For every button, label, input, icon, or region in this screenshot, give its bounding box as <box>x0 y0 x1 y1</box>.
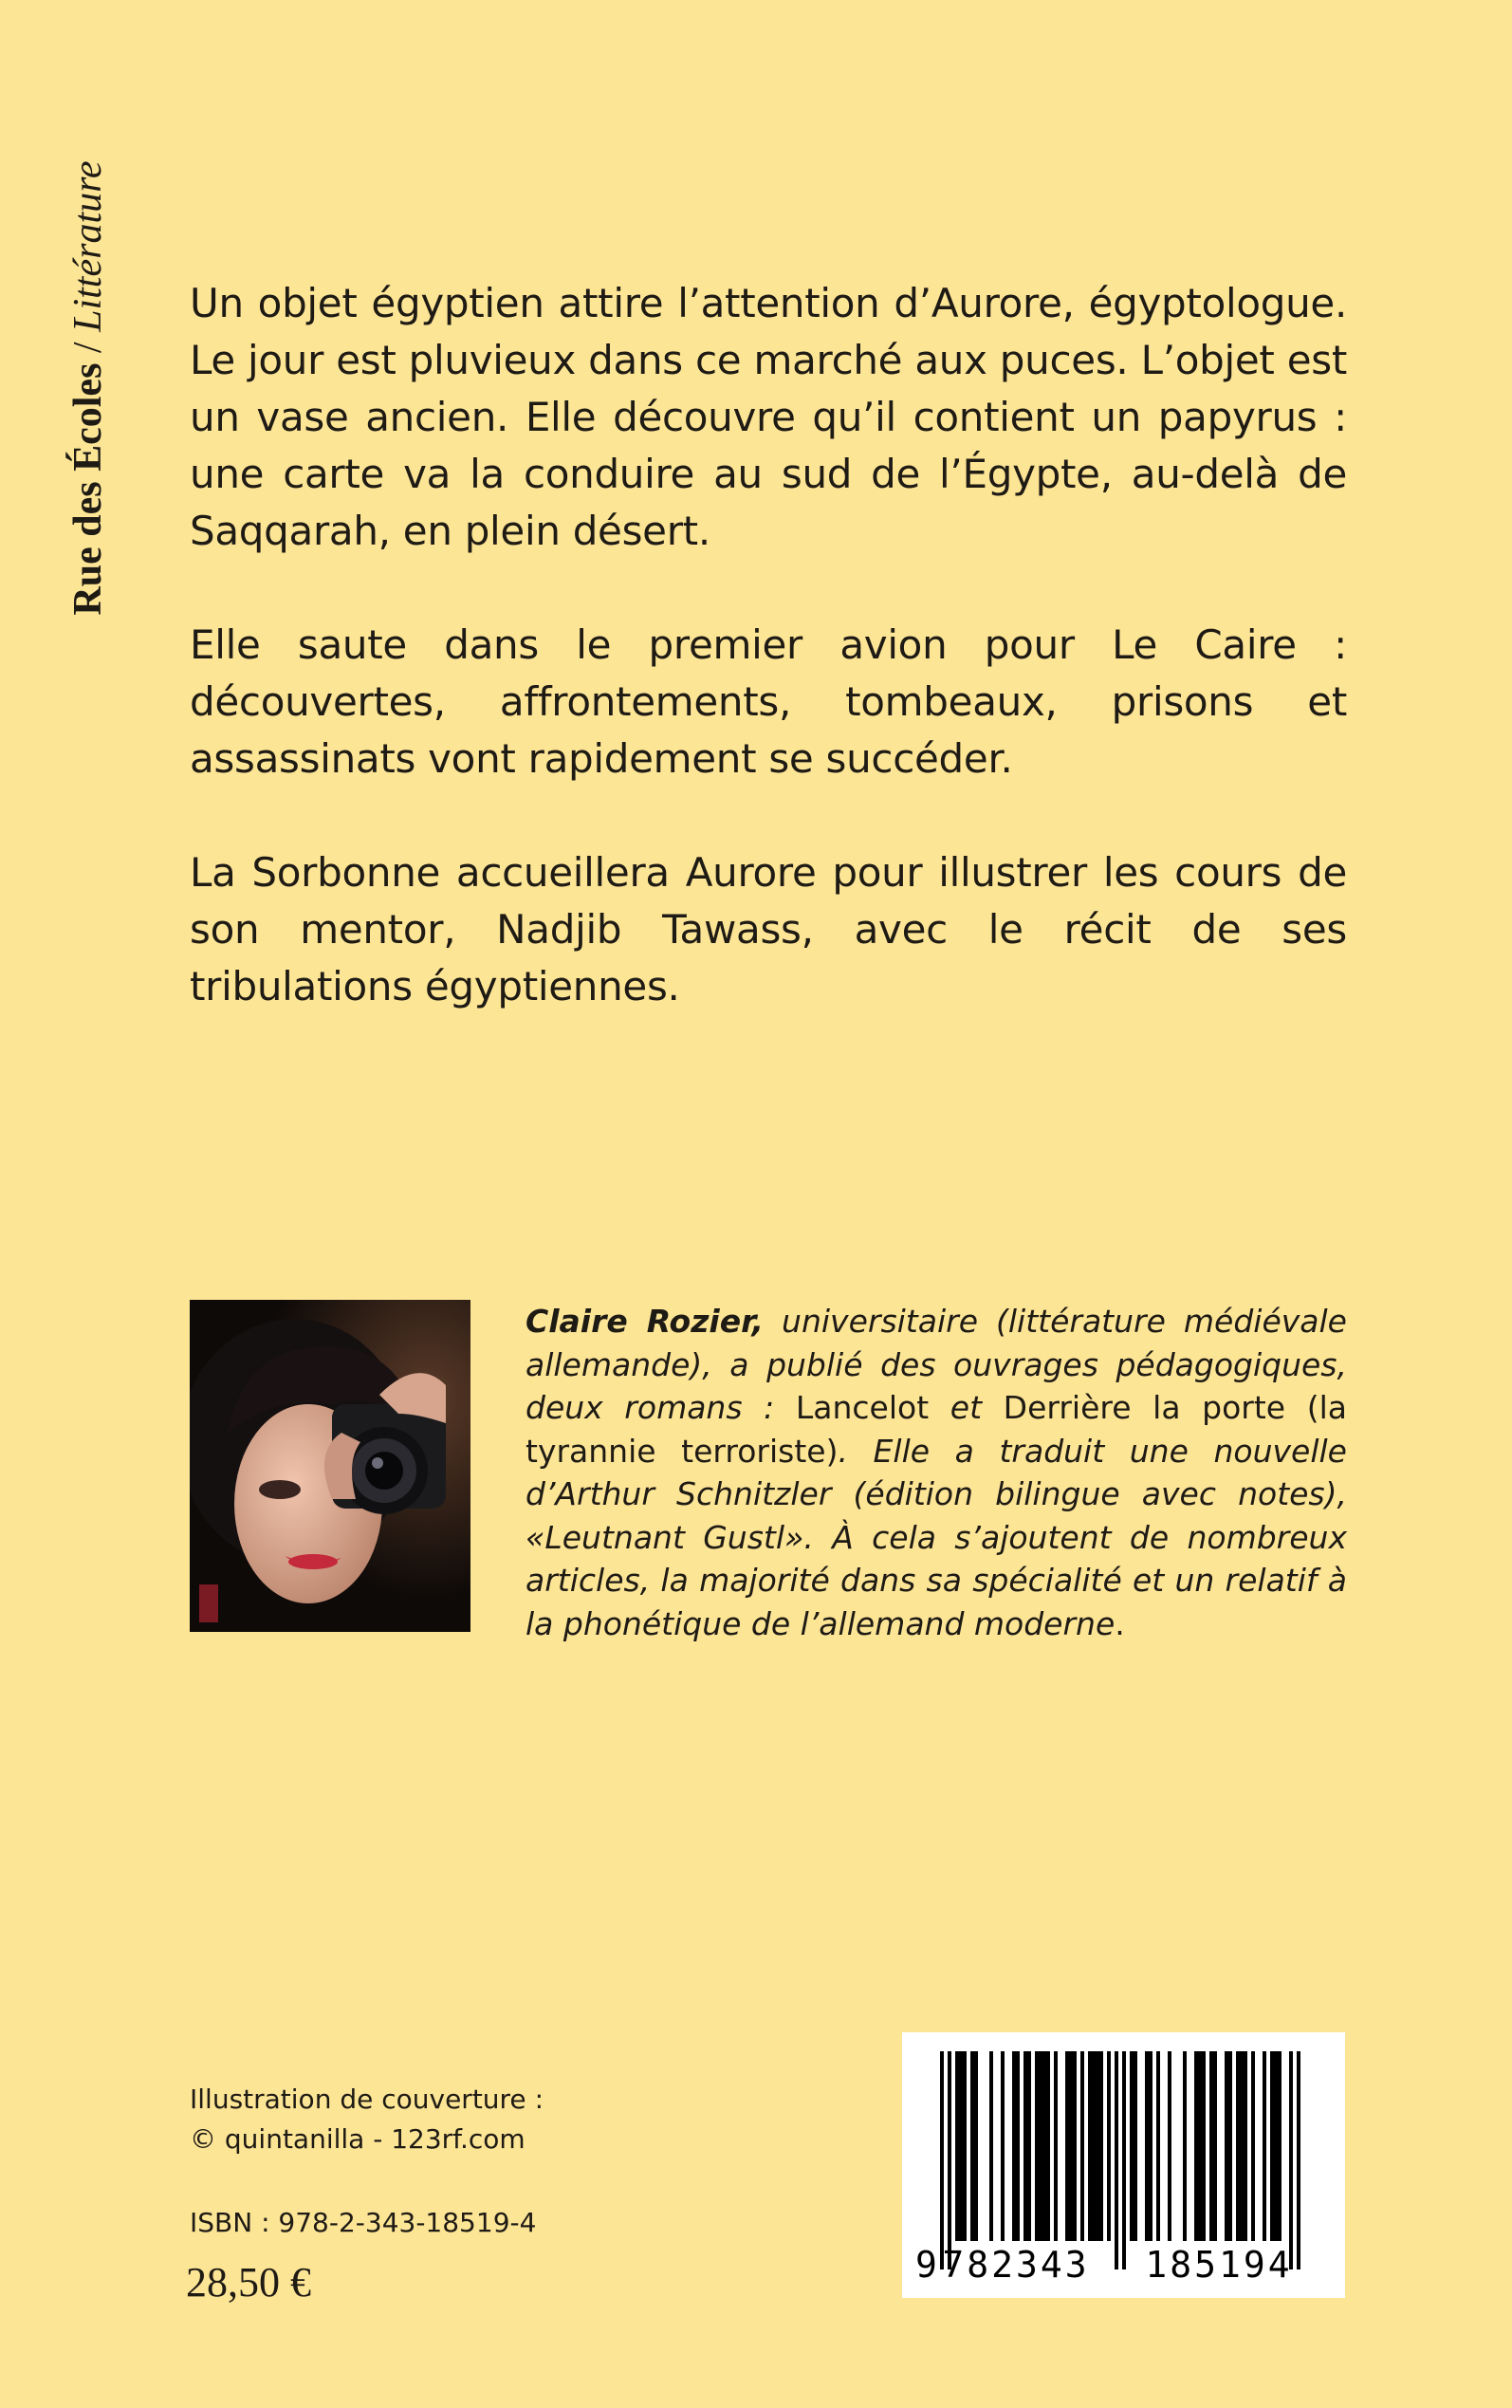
barcode-bar <box>974 2051 978 2241</box>
synopsis-paragraph-3: La Sorbonne accueillera Aurore pour illustrer les cours de son mentor, Nadjib Tawass, avec le récit de ses tribulations égyptiennes. <box>190 849 1347 1010</box>
author-bio <box>526 1300 1347 1645</box>
collection-name: Littérature <box>66 160 110 332</box>
barcode-bar <box>1099 2051 1103 2241</box>
barcode-digits-right: 185194 <box>1145 2244 1293 2286</box>
price: 28,50 € <box>186 2259 311 2306</box>
barcode-bar <box>1023 2051 1027 2241</box>
barcode-bars <box>940 2051 1300 2269</box>
barcode-guard-bar <box>940 2051 944 2269</box>
synopsis-paragraph-2: Elle saute dans le premier avion pour Le Caire : découvertes, affrontements, tombeaux, prisons et assassinats vont rapidement se succéder. <box>190 621 1347 782</box>
barcode-bar <box>1054 2051 1058 2241</box>
barcode-bar <box>1263 2051 1266 2241</box>
barcode-bar <box>1228 2051 1232 2241</box>
barcode-bar <box>1107 2051 1111 2241</box>
barcode-bar <box>1244 2051 1247 2241</box>
book-title-derriere-la-porte: Derrière la porte (la tyrannie terroriste) <box>526 1389 1347 1470</box>
author-bio-part-1: universitaire (littérature médiévale allemande), a publié des ouvrages pédagogiques, deux romans : <box>526 1303 1347 1426</box>
barcode-bar <box>955 2051 959 2241</box>
barcode-bar <box>1194 2051 1198 2241</box>
barcode-bar <box>1156 2051 1160 2241</box>
barcode-guard-bar <box>948 2051 951 2269</box>
barcode-bar <box>1046 2051 1050 2241</box>
barcode-bar <box>1073 2051 1077 2241</box>
barcode-bar <box>1042 2051 1046 2241</box>
author-photo <box>190 1300 470 1632</box>
barcode-bar <box>970 2051 974 2241</box>
barcode-bar <box>1251 2051 1255 2241</box>
author-section <box>190 1300 1347 1642</box>
barcode-bar <box>1001 2051 1005 2241</box>
barcode-bar <box>1027 2051 1031 2241</box>
barcode-bar <box>1012 2051 1016 2241</box>
credits-line-2: © quintanilla - 123rf.com <box>190 2123 526 2155</box>
barcode-digits-left: 782343 <box>942 2244 1090 2286</box>
barcode-bar <box>1096 2051 1099 2241</box>
author-bio-end: . <box>1115 1604 1125 1642</box>
barcode-bar <box>1183 2051 1187 2241</box>
author-bio-part-2: et <box>929 1389 1004 1426</box>
barcode-bar <box>1088 2051 1092 2241</box>
barcode-bar <box>1149 2051 1152 2241</box>
barcode-bar <box>1213 2051 1217 2241</box>
barcode <box>902 2032 1345 2298</box>
barcode-bar <box>1274 2051 1278 2241</box>
credits-line-1: Illustration de couverture : <box>190 2084 544 2115</box>
barcode-bar <box>1198 2051 1202 2241</box>
barcode-bar <box>1202 2051 1206 2241</box>
barcode-bar <box>1168 2051 1171 2241</box>
barcode-bar <box>1278 2051 1282 2241</box>
barcode-bar <box>1092 2051 1096 2241</box>
author-name: Claire Rozier, <box>526 1303 765 1340</box>
author-photo-illustration <box>190 1300 470 1632</box>
spine-text <box>65 160 111 615</box>
barcode-bar <box>1145 2051 1149 2241</box>
barcode-bar <box>1035 2051 1039 2241</box>
isbn: ISBN : 978-2-343-18519-4 <box>190 2207 537 2238</box>
barcode-guard-bar <box>1297 2051 1300 2269</box>
barcode-bar <box>1209 2051 1213 2241</box>
synopsis <box>190 275 1347 1072</box>
barcode-guard-bar <box>1122 2051 1126 2269</box>
barcode-guard-bar <box>1289 2051 1293 2269</box>
spine-separator: / <box>66 331 110 363</box>
barcode-bar <box>963 2051 967 2241</box>
book-title-lancelot: Lancelot <box>795 1389 930 1426</box>
barcode-digit-first: 9 <box>915 2244 937 2286</box>
barcode-graphic <box>902 2032 1345 2298</box>
barcode-guard-bar <box>1115 2051 1118 2269</box>
barcode-bar <box>1080 2051 1084 2241</box>
cover-credits <box>190 2080 544 2159</box>
author-bio-part-3: . Elle a traduit une nouvelle d’Arthur Schnitzler (édition bilingue avec notes), «Leutnant Gustl». À cela s’ajoutent de nombreux articles, la majorité dans sa spécialité et un relatif à la phonétique de l’allemand moderne <box>526 1432 1347 1642</box>
barcode-bar <box>1134 2051 1137 2241</box>
barcode-bar <box>1270 2051 1274 2241</box>
barcode-bar <box>1065 2051 1069 2241</box>
barcode-bar <box>959 2051 963 2241</box>
spine-label <box>36 108 140 668</box>
barcode-bar <box>1039 2051 1042 2241</box>
barcode-bar <box>1130 2051 1134 2241</box>
barcode-bar <box>1240 2051 1244 2241</box>
barcode-bar <box>1069 2051 1073 2241</box>
barcode-bar <box>1016 2051 1020 2241</box>
barcode-bar <box>1225 2051 1228 2241</box>
barcode-bar <box>989 2051 993 2241</box>
series-name: Rue des Écoles <box>66 362 110 616</box>
synopsis-paragraph-1: Un objet égyptien attire l’attention d’Aurore, égyptologue. Le jour est pluvieux dans ce marché aux puces. L’objet est un vase ancien. Elle découvre qu’il contient un papyrus : une carte va la conduire au sud de l’Égypte, au-delà de Saqqarah, en plein désert. <box>190 280 1347 554</box>
barcode-bar <box>1236 2051 1240 2241</box>
